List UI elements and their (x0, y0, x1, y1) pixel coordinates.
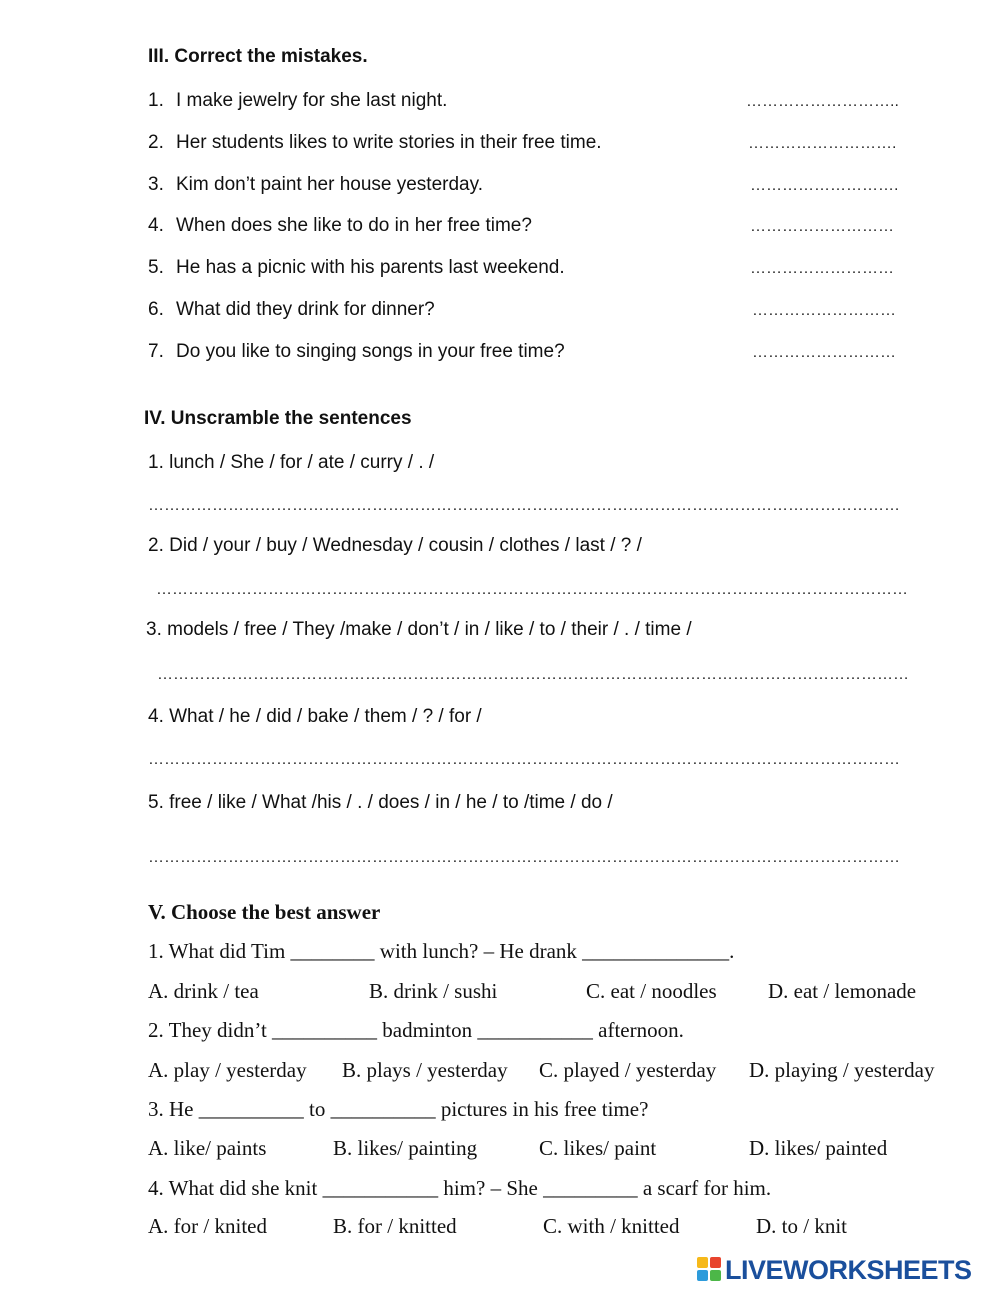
option-d[interactable]: D. likes/ painted (749, 1136, 888, 1160)
option-c[interactable]: C. played / yesterday (539, 1058, 717, 1082)
list-item-number: 2. (148, 132, 164, 153)
mistake-sentence: I make jewelry for she last night. (176, 90, 448, 111)
list-item-number: 5. (148, 257, 164, 278)
scrambled-sentence: 1. lunch / She / for / ate / curry / . / (148, 452, 435, 473)
answer-blank[interactable]: ………………………. (748, 135, 897, 152)
answer-line[interactable]: …………………………………………………………………………………………………………………………… (148, 497, 900, 514)
section-5-heading: V. Choose the best answer (148, 900, 381, 924)
option-a[interactable]: A. play / yesterday (148, 1058, 307, 1082)
mistake-sentence: When does she like to do in her free time? (176, 215, 532, 236)
option-d[interactable]: D. to / knit (756, 1214, 848, 1238)
answer-line[interactable]: …………………………………………………………………………………………………………………………… (148, 849, 900, 866)
question-text: 2. They didn’t __________ badminton ___________ afternoon. (148, 1018, 684, 1042)
answer-line[interactable]: …………………………………………………………………………………………………………………………… (156, 581, 908, 598)
mistake-sentence: He has a picnic with his parents last weekend. (176, 257, 565, 278)
scrambled-sentence: 2. Did / your / buy / Wednesday / cousin / clothes / last / ? / (148, 535, 642, 556)
option-c[interactable]: C. eat / noodles (586, 979, 717, 1003)
question-text: 4. What did she knit ___________ him? – She _________ a scarf for him. (148, 1176, 772, 1200)
answer-blank[interactable]: ………………………. (750, 177, 899, 194)
option-b[interactable]: B. drink / sushi (369, 979, 498, 1003)
section-3-heading: III. Correct the mistakes. (148, 46, 368, 67)
option-a[interactable]: A. for / knited (148, 1214, 267, 1238)
mistake-sentence: Do you like to singing songs in your free time? (176, 341, 565, 362)
liveworksheets-logo[interactable] (697, 1254, 972, 1286)
scrambled-sentence: 3. models / free / They /make / don’t / in / like / to / their / . / time / (146, 619, 692, 640)
option-b[interactable]: B. for / knitted (333, 1214, 457, 1238)
answer-blank[interactable]: ……………………… (752, 302, 896, 319)
answer-blank[interactable]: ……………………… (752, 344, 896, 361)
answer-blank[interactable]: ……………………… (750, 218, 894, 235)
scrambled-sentence: 4. What / he / did / bake / them / ? / for / (148, 706, 482, 727)
answer-line[interactable]: …………………………………………………………………………………………………………………………… (157, 666, 909, 683)
section-4-heading: IV. Unscramble the sentences (144, 408, 412, 429)
question-text: 3. He __________ to __________ pictures in his free time? (148, 1097, 649, 1121)
list-item-number: 7. (148, 341, 164, 362)
list-item-number: 1. (148, 90, 164, 111)
question-text: 1. What did Tim ________ with lunch? – He drank ______________. (148, 939, 735, 963)
mistake-sentence: Kim don’t paint her house yesterday. (176, 174, 483, 195)
option-c[interactable]: C. likes/ paint (539, 1136, 657, 1160)
option-c[interactable]: C. with / knitted (543, 1214, 680, 1238)
logo-icon (697, 1257, 723, 1283)
answer-blank[interactable]: ……………………….. (746, 93, 899, 110)
mistake-sentence: What did they drink for dinner? (176, 299, 435, 320)
scrambled-sentence: 5. free / like / What /his / . / does / in / he / to /time / do / (148, 792, 613, 813)
list-item-number: 4. (148, 215, 164, 236)
option-d[interactable]: D. playing / yesterday (749, 1058, 935, 1082)
option-a[interactable]: A. like/ paints (148, 1136, 267, 1160)
logo-text: LIVEWORKSHEETS (725, 1254, 972, 1285)
option-a[interactable]: A. drink / tea (148, 979, 259, 1003)
list-item-number: 6. (148, 299, 164, 320)
mistake-sentence: Her students likes to write stories in their free time. (176, 132, 602, 153)
list-item-number: 3. (148, 174, 164, 195)
option-b[interactable]: B. plays / yesterday (342, 1058, 508, 1082)
option-b[interactable]: B. likes/ painting (333, 1136, 478, 1160)
option-d[interactable]: D. eat / lemonade (768, 979, 917, 1003)
answer-line[interactable]: …………………………………………………………………………………………………………………………… (148, 751, 900, 768)
answer-blank[interactable]: ……………………… (750, 260, 894, 277)
